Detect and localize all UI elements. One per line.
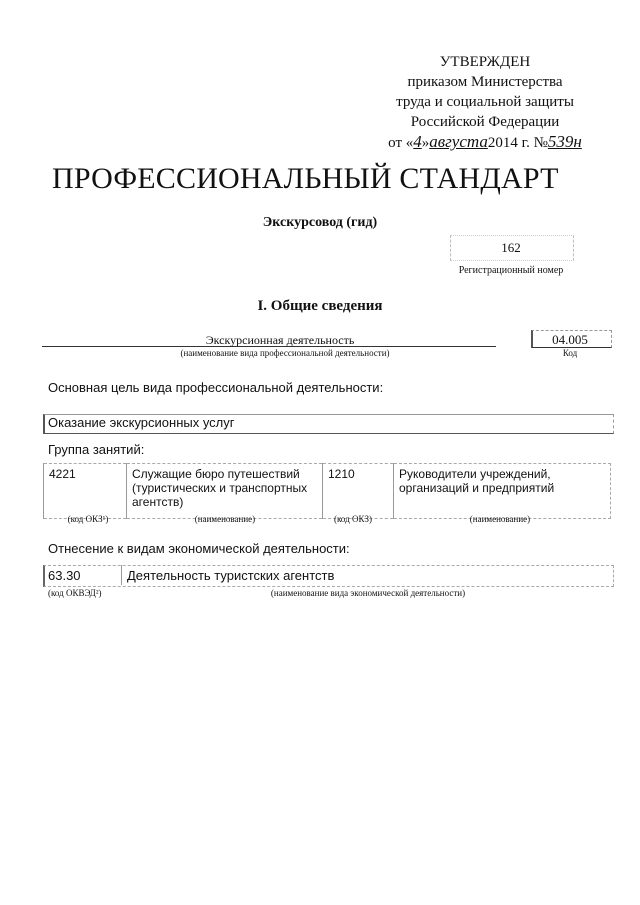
approval-block xyxy=(360,52,610,153)
section-title: I. Общие сведения xyxy=(257,298,383,314)
registration-label: Регистрационный номер xyxy=(458,265,564,276)
okz-name-caption-2: (наименование) xyxy=(469,514,531,524)
okved-name: Деятельность туристских агентств xyxy=(127,568,335,583)
order-number: 539н xyxy=(547,132,582,151)
order-month: августа xyxy=(429,132,488,151)
okved-code-caption: (код ОКВЭД²) xyxy=(48,588,102,598)
okz-code-cell: 4221 xyxy=(44,464,127,519)
order-year: 2014 г. № xyxy=(487,135,548,151)
okz-code-caption: (код ОКЗ¹) xyxy=(67,514,109,524)
okved-name-caption: (наименование вида экономической деятельности) xyxy=(270,588,466,598)
table-row xyxy=(44,464,611,519)
occupations-label: Группа занятий: xyxy=(48,442,145,457)
okz-name-cell-2: Руководители учреждений, организаций и предприятий xyxy=(394,464,611,519)
document-subtitle: Экскурсовод (гид) xyxy=(262,215,378,230)
economic-separator xyxy=(121,565,122,585)
okz-code-cell-2: 1210 xyxy=(323,464,394,519)
document-title: ПРОФЕССИОНАЛЬНЫЙ СТАНДАРТ xyxy=(52,162,559,195)
order-mid: » xyxy=(421,135,430,151)
order-prefix: от « xyxy=(388,135,414,151)
activity-caption: (наименование вида профессиональной деятельности) xyxy=(180,348,390,358)
approval-line-ministry: труда и социальной защиты xyxy=(396,94,574,110)
order-day: 4 xyxy=(413,132,422,151)
okz-code-caption-2: (код ОКЗ) xyxy=(334,514,372,524)
occupations-table xyxy=(43,463,611,519)
goal-label: Основная цель вида профессиональной деятельности: xyxy=(48,380,384,395)
approval-line-order: приказом Министерства xyxy=(407,74,563,90)
activity-underline xyxy=(42,346,496,347)
activity-name: Экскурсионная деятельность xyxy=(205,333,355,347)
economic-label: Отнесение к видам экономической деятельности: xyxy=(48,541,350,556)
activity-code-caption: Код xyxy=(562,348,578,358)
approval-heading: УТВЕРЖДЕН xyxy=(439,54,531,70)
okz-name-cell: Служащие бюро путешествий (туристических и транспортных агентств) xyxy=(127,464,323,519)
approval-line-federation: Российской Федерации xyxy=(410,114,560,130)
goal-value: Оказание экскурсионных услуг xyxy=(48,415,235,430)
okved-code: 63.30 xyxy=(48,568,81,583)
approval-order-line xyxy=(360,132,610,153)
activity-code: 04.005 xyxy=(552,332,588,347)
registration-number: 162 xyxy=(501,240,521,255)
okz-name-caption: (наименование) xyxy=(194,514,256,524)
